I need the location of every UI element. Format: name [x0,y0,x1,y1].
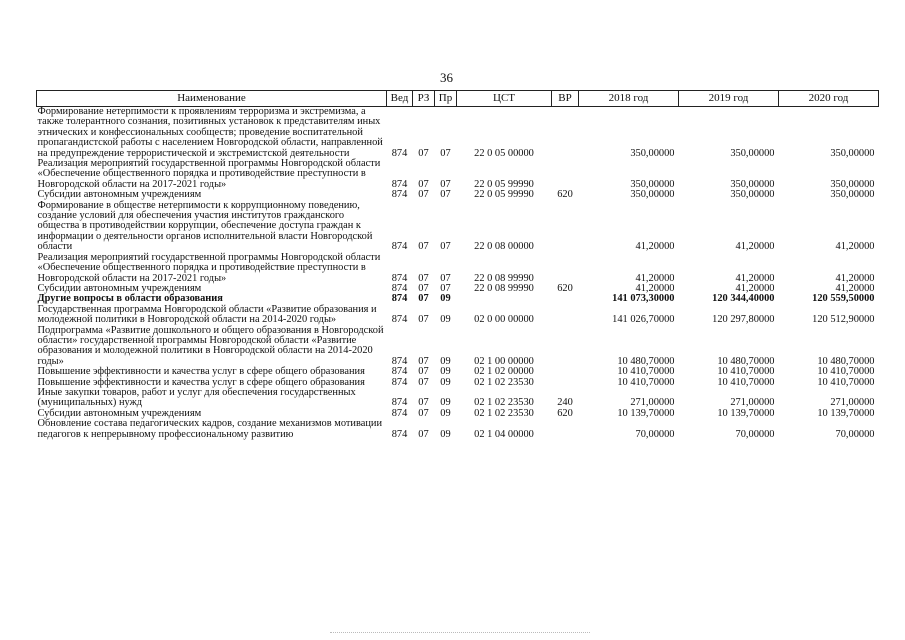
row-pr: 09 [440,293,451,305]
row-name: Обновление состава педагогических кадров, создание механизмов мотивации педагогов к непрерывному профессиональному развитию [37,418,383,440]
row-name: Иные закупки товаров, работ и услуг для обеспечения государственных (муниципальных) нужд [37,386,356,409]
row-2019-value: 350,00000 [730,178,775,190]
row-ved: 874 [391,178,408,190]
row-rz: 07 [418,397,429,409]
row-2018-value: 10 410,70000 [617,366,675,378]
row-rz: 07 [418,407,429,419]
row-vr: 620 [557,189,573,201]
budget-table [36,90,879,440]
row-pr: 09 [440,407,451,419]
row-2019-value: 350,00000 [730,147,775,159]
row-2018-value: 41,20000 [635,282,675,294]
row-2019-value: 120 344,40000 [712,293,775,305]
row-name: Другие вопросы в области образования [37,293,223,305]
row-ved: 874 [391,355,408,367]
row-rz: 07 [418,282,429,294]
row-name: Повышение эффективности и качества услуг в сфере общего образования [37,366,365,378]
row-2018-value: 10 410,70000 [617,376,675,388]
row-rz: 07 [418,366,429,378]
row-pr: 09 [440,376,451,388]
row-ved: 874 [391,314,408,326]
row-2020-value: 120 559,50000 [812,293,875,305]
col-2018-header: 2018 год [579,91,679,107]
row-cst: 22 0 05 00000 [474,147,534,159]
col-pr-header: Пр [435,91,457,107]
row-vr: 620 [557,282,573,294]
row-2020-value: 271,00000 [830,397,875,409]
row-cst: 02 1 04 00000 [474,428,534,440]
row-2018-value: 141 026,70000 [612,314,675,326]
row-2018-value: 350,00000 [630,189,675,201]
table-row [37,159,879,190]
row-pr: 09 [440,314,451,326]
col-name-header: Наименование [37,91,387,107]
row-2019-value: 41,20000 [735,282,775,294]
row-2019-value: 10 139,70000 [717,407,775,419]
row-cst: 02 1 02 23530 [474,397,534,409]
row-ved: 874 [391,282,408,294]
row-vr: 620 [557,407,573,419]
row-2019-value: 10 480,70000 [717,355,775,367]
row-ved: 874 [391,293,408,305]
row-2019-value: 120 297,80000 [712,314,775,326]
table-row [37,367,879,377]
row-ved: 874 [391,376,408,388]
row-cst: 02 0 00 00000 [474,314,534,326]
table-row [37,305,879,326]
col-cst-header: ЦСТ [457,91,552,107]
row-2019-value: 41,20000 [735,241,775,253]
row-pr: 07 [440,189,451,201]
row-vr [552,201,579,253]
row-ved: 874 [391,366,408,378]
row-rz: 07 [418,355,429,367]
row-pr: 09 [440,428,451,440]
row-cst: 22 0 08 00000 [474,241,534,253]
row-ved: 874 [391,147,408,159]
row-name: Реализация мероприятий государственной программы Новгородской области «Обеспечение общественного порядка и противодействие преступности в Новгородской области на 2017-2021 годы» [37,251,381,284]
row-ved: 874 [391,241,408,253]
row-name: Реализация мероприятий государственной программы Новгородской области «Обеспечение общественного порядка и противодействие преступности в Новгородской области на 2017-2021 годы» [37,158,381,190]
row-name: Субсидии автономным учреждениям [37,282,202,294]
col-2020-header: 2020 год [779,91,879,107]
row-name: Формирование нетерпимости к проявлениям терроризма и экстремизма, а также толерантного сознания, позитивных установок к представителям иных этнических и конфессиональных сообществ; проведение воспитательной пропагандистской работы с населением Новгородской области, направленной на предупреждение террористической и экстремистской деятельности [37,106,383,159]
row-2018-value: 141 073,30000 [612,293,675,305]
scan-noise [330,632,590,636]
row-rz: 07 [418,147,429,159]
row-pr: 09 [440,366,451,378]
row-name: Подпрограмма «Развитие дошкольного и общего образования в Новгородской области» государственной программы Новгородской области «Развитие образования и молодежной политики в Новгородской области на 2014-2020 годы» [37,324,384,367]
row-vr [552,253,579,284]
row-cst: 02 1 02 00000 [474,366,534,378]
row-2018-value: 350,00000 [630,178,675,190]
row-ved: 874 [391,428,408,440]
row-ved: 874 [391,189,408,201]
row-vr [552,326,579,368]
row-cst: 22 0 08 99990 [474,282,534,294]
row-vr [552,419,579,440]
row-2019-value: 10 410,70000 [717,366,775,378]
row-ved: 874 [391,407,408,419]
table-row [37,388,879,409]
row-rz: 07 [418,376,429,388]
row-2020-value: 41,20000 [835,241,875,253]
row-2020-value: 350,00000 [830,147,875,159]
row-pr: 07 [440,241,451,253]
col-2019-header: 2019 год [679,91,779,107]
col-vr-header: ВР [552,91,579,107]
row-pr: 07 [440,178,451,190]
row-vr [552,305,579,326]
row-pr: 07 [440,272,451,284]
row-name: Субсидии автономным учреждениям [37,189,202,201]
row-2018-value: 10 480,70000 [617,355,675,367]
table-header-row [37,91,879,107]
row-name: Субсидии автономным учреждениям [37,407,202,419]
row-vr [552,378,579,388]
row-2018-value: 70,00000 [635,428,675,440]
row-2018-value: 41,20000 [635,272,675,284]
row-pr: 09 [440,355,451,367]
row-2018-value: 271,00000 [630,397,675,409]
row-rz: 07 [418,189,429,201]
row-2020-value: 10 139,70000 [817,407,875,419]
row-cst [457,294,552,304]
row-vr [552,294,579,304]
row-rz: 07 [418,293,429,305]
table-row [37,107,879,160]
row-2020-value: 10 410,70000 [817,366,875,378]
row-vr: 240 [557,397,573,409]
page-number: 36 [440,70,453,85]
row-cst: 02 1 00 00000 [474,355,534,367]
row-cst: 22 0 08 99990 [474,272,534,284]
row-2020-value: 41,20000 [835,282,875,294]
row-rz: 07 [418,241,429,253]
col-rz-header: РЗ [413,91,435,107]
row-rz: 07 [418,428,429,440]
row-2020-value: 350,00000 [830,178,875,190]
row-vr [552,107,579,160]
row-2018-value: 41,20000 [635,241,675,253]
table-row [37,419,879,440]
row-rz: 07 [418,272,429,284]
row-2019-value: 70,00000 [735,428,775,440]
row-pr: 07 [440,282,451,294]
row-rz: 07 [418,314,429,326]
row-2019-value: 271,00000 [730,397,775,409]
row-cst: 22 0 05 99990 [474,189,534,201]
table-row [37,253,879,284]
row-2018-value: 10 139,70000 [617,407,675,419]
row-pr: 09 [440,397,451,409]
row-2020-value: 350,00000 [830,189,875,201]
row-2020-value: 120 512,90000 [812,314,875,326]
row-name: Государственная программа Новгородской области «Развитие образования и молодежной политики в Новгородской области на 2014-2020 годы» [37,303,377,326]
table-row [37,326,879,368]
row-vr [552,367,579,377]
row-vr [552,159,579,190]
row-2019-value: 10 410,70000 [717,376,775,388]
table-body [37,107,879,441]
row-cst: 22 0 05 99990 [474,178,534,190]
col-ved-header: Вед [387,91,413,107]
row-ved: 874 [391,272,408,284]
table-row [37,201,879,253]
row-cst: 02 1 02 23530 [474,376,534,388]
row-cst: 02 1 02 23530 [474,407,534,419]
row-2019-value: 350,00000 [730,189,775,201]
row-ved: 874 [391,397,408,409]
row-2020-value: 41,20000 [835,272,875,284]
row-name: Формирование в обществе нетерпимости к коррупционному поведению, создание условий для обеспечения участия институтов гражданского общества в противодействии коррупции, обеспечение доступа граждан к информации о деятельности органов исполнительной власти Новгородской области [37,199,373,253]
row-2020-value: 70,00000 [835,428,875,440]
row-name: Повышение эффективности и качества услуг в сфере общего образования [37,376,365,388]
row-pr: 07 [440,147,451,159]
row-2020-value: 10 410,70000 [817,376,875,388]
row-2019-value: 41,20000 [735,272,775,284]
row-2020-value: 10 480,70000 [817,355,875,367]
row-rz: 07 [418,178,429,190]
row-2018-value: 350,00000 [630,147,675,159]
